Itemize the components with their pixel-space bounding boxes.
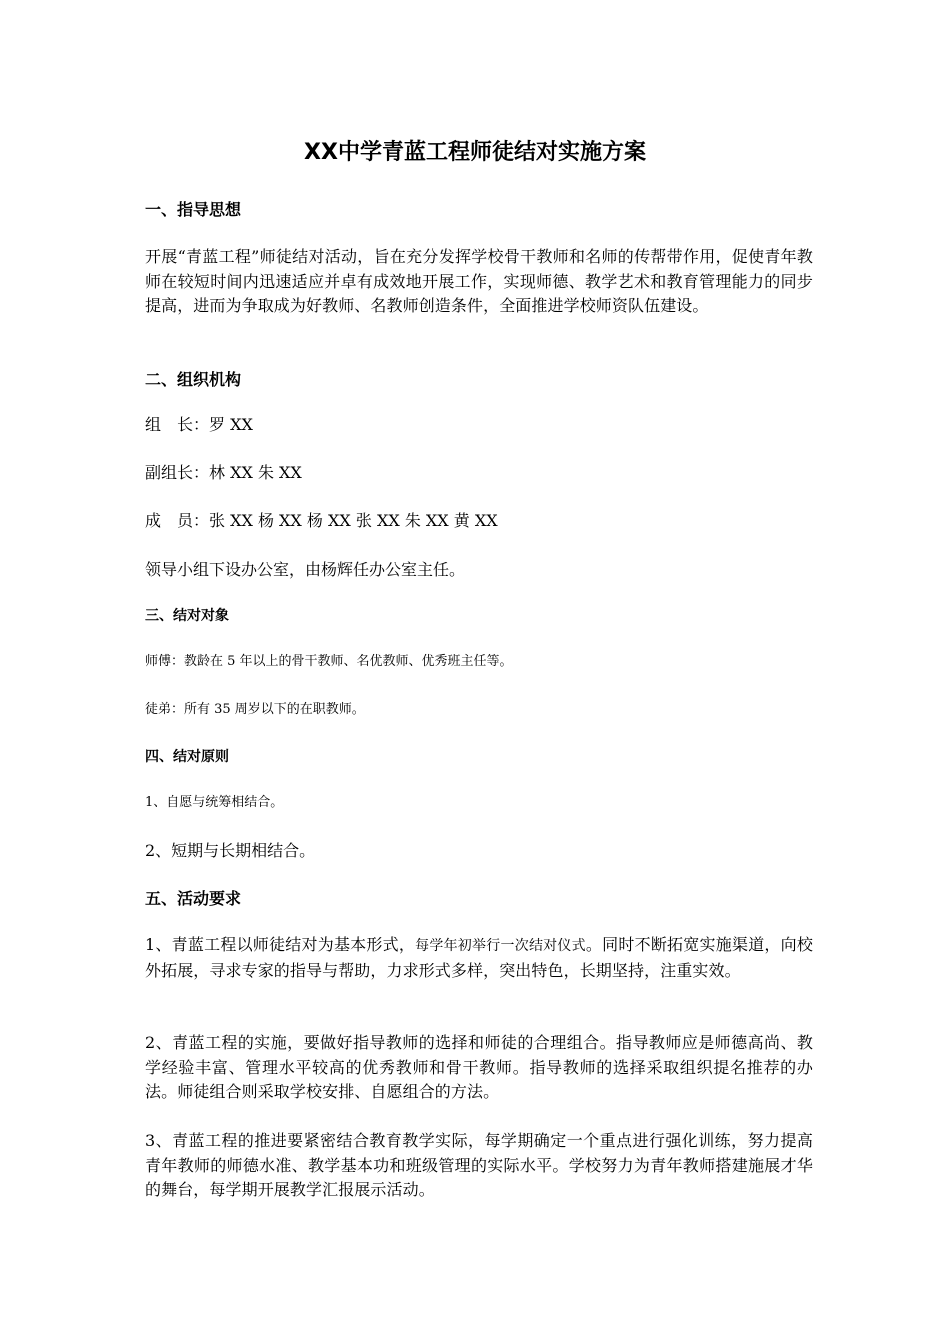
section-heading-organization: 二、组织机构	[145, 370, 242, 389]
section-heading-activity-requirements: 五、活动要求	[145, 889, 242, 908]
requirement-item-1-end: 。同时不断拓宽实施渠道，向校外拓展，寻求专家的指导与帮助，力求形式多样，突出特色，长期坚持，注重实效。	[145, 935, 813, 980]
section-heading-guiding-ideology: 一、指导思想	[145, 200, 242, 219]
requirement-item-2: 2、青蓝工程的实施，要做好指导教师的选择和师徒的合理组合。指导教师应是师德高尚、教学经验丰富、管理水平较高的优秀教师和骨干教师。指导教师的选择采取组织提名推荐的办法。师徒组合则采取学校安排、自愿组合的方法。	[145, 1033, 813, 1101]
document-title: XX中学青蓝工程师徒结对实施方案	[304, 140, 646, 165]
principle-item-1: 1、自愿与统筹相结合。	[145, 795, 284, 810]
org-office-line: 领导小组下设办公室，由杨辉任办公室主任。	[145, 560, 466, 579]
requirement-item-1-start: 1、青蓝工程以师徒结对为基本形式，	[145, 935, 416, 954]
requirement-item-1-ceremony: 每学年初举行一次结对仪式	[415, 938, 586, 954]
section-heading-pairing-principles: 四、结对原则	[145, 749, 229, 765]
section-heading-pairing-targets: 三、结对对象	[145, 608, 229, 624]
pairing-apprentice-line: 徒弟：所有 35 周岁以下的在职教师。	[145, 702, 365, 717]
org-deputy-line: 副组长：林 XX 朱 XX	[145, 463, 302, 482]
section-body-guiding-ideology: 开展“青蓝工程”师徒结对活动，旨在充分发挥学校骨干教师和名师的传帮带作用，促使青年教师在较短时间内迅速适应并卓有成效地开展工作，实现师德、教学艺术和教育管理能力的同步提高，进而为争取成为好教师、名教师创造条件，全面推进学校师资队伍建设。	[145, 247, 813, 315]
principle-item-2: 2、短期与长期相结合。	[145, 841, 316, 860]
pairing-master-line: 师傅：教龄在 5 年以上的骨干教师、名优教师、优秀班主任等。	[145, 654, 513, 669]
org-members-line: 成 员：张 XX 杨 XX 杨 XX 张 XX 朱 XX 黄 XX	[145, 511, 498, 530]
requirement-item-1	[145, 933, 813, 983]
org-leader-line: 组 长：罗 XX	[145, 415, 253, 434]
requirement-item-3: 3、青蓝工程的推进要紧密结合教育教学实际，每学期确定一个重点进行强化训练，努力提高青年教师的师德水准、教学基本功和班级管理的实际水平。学校努力为青年教师搭建施展才华的舞台，每学期开展教学汇报展示活动。	[145, 1131, 813, 1199]
